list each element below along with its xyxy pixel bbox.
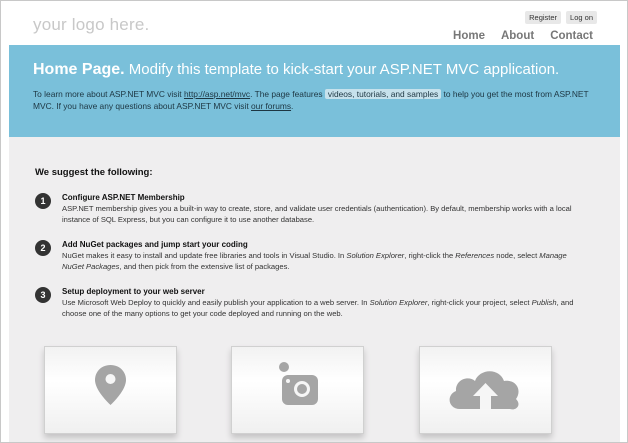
step-text: , and then pick from the extensive list of packages. bbox=[119, 262, 290, 271]
step-text: node, select bbox=[494, 251, 540, 260]
step-description bbox=[62, 250, 588, 272]
step-title: Add NuGet packages and jump start your coding bbox=[62, 240, 248, 249]
register-link[interactable]: Register bbox=[525, 11, 561, 24]
step-text: , and choose one of the many options to get your code deployed and running on the web. bbox=[62, 298, 574, 318]
map-pin-icon bbox=[45, 347, 176, 433]
step-number: 2 bbox=[35, 240, 51, 256]
feature-card-cloud bbox=[419, 346, 552, 434]
highlight-mark: videos, tutorials, and samples bbox=[325, 89, 441, 99]
step-description bbox=[62, 297, 588, 319]
step-text: Use Microsoft Web Deploy to quickly and easily publish your application to a web server. In bbox=[62, 298, 370, 307]
step-text-em: Publish bbox=[531, 298, 557, 307]
forums-link[interactable]: our forums bbox=[251, 101, 292, 111]
main-content bbox=[9, 137, 620, 442]
step-text-em: Solution Explorer bbox=[346, 251, 405, 260]
step-text-em: References bbox=[455, 251, 495, 260]
step-description: ASP.NET membership gives you a built-in way to create, store, and validate user credentials (authentication). By default, membership works with a local instance of SQL Express, but you can configure it to use another database. bbox=[62, 204, 572, 224]
featured-text bbox=[33, 88, 593, 112]
title-subtitle: Modify this template to kick-start your ASP.NET MVC application. bbox=[128, 61, 560, 78]
featured-text-1: To learn more about ASP.NET MVC visit bbox=[33, 89, 182, 99]
suggest-heading: We suggest the following: bbox=[35, 167, 153, 178]
featured-banner bbox=[9, 45, 620, 137]
step-title: Configure ASP.NET Membership bbox=[62, 193, 185, 202]
feature-card-camera bbox=[231, 346, 364, 434]
step-text-em: Manage NuGet Packages bbox=[62, 251, 567, 271]
bump-cover bbox=[9, 137, 620, 153]
page-title bbox=[33, 61, 559, 79]
site-logo[interactable]: your logo here. bbox=[33, 15, 150, 34]
feature-card-location bbox=[44, 346, 177, 434]
featured-text-2: . The page features bbox=[250, 89, 323, 99]
step-text: , right-click your project, select bbox=[427, 298, 532, 307]
step-number: 3 bbox=[35, 287, 51, 303]
step-text: NuGet makes it easy to install and update free libraries and tools in Visual Studio. In bbox=[62, 251, 347, 260]
main-nav bbox=[453, 30, 593, 42]
nav-home[interactable]: Home bbox=[453, 30, 485, 42]
auth-links bbox=[525, 11, 597, 24]
camera-icon bbox=[232, 347, 363, 433]
step-text: , right-click the bbox=[404, 251, 456, 260]
login-link[interactable]: Log on bbox=[566, 11, 597, 24]
aspnet-mvc-link[interactable]: http://asp.net/mvc bbox=[183, 89, 251, 99]
featured-text-3: to help you get the most from ASP.NET MVC. If you have any questions about ASP.NET MVC visit bbox=[33, 89, 589, 111]
step-number: 1 bbox=[35, 193, 51, 209]
step-text-em: Solution Explorer bbox=[369, 298, 428, 307]
cloud-upload-icon bbox=[420, 347, 551, 433]
nav-about[interactable]: About bbox=[500, 30, 535, 42]
title-strong: Home Page. bbox=[33, 61, 125, 78]
step-title: Setup deployment to your web server bbox=[62, 287, 205, 296]
featured-text-4: . bbox=[291, 101, 294, 111]
nav-contact[interactable]: Contact bbox=[550, 30, 593, 42]
